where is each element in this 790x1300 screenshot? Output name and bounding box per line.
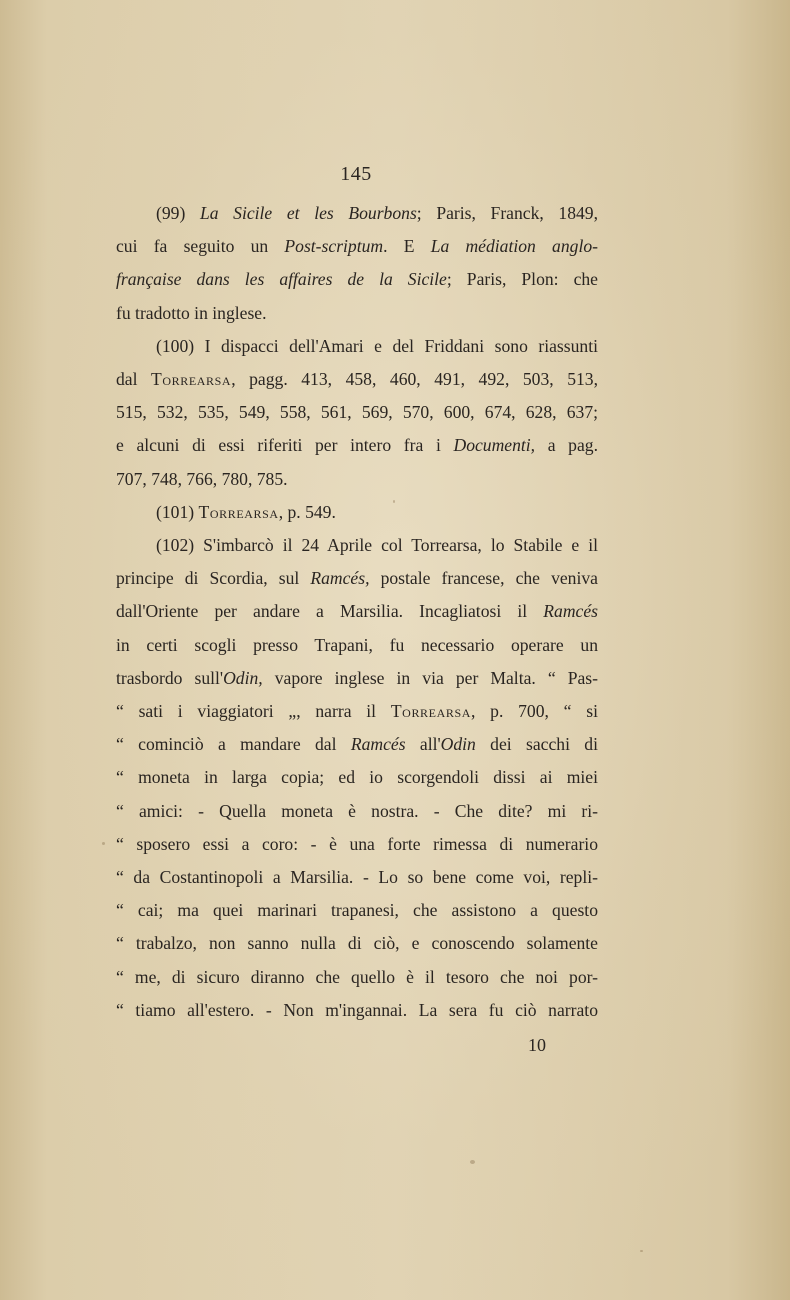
text-span: all': [405, 734, 441, 755]
italic-text: Documenti,: [453, 435, 536, 456]
text-line: [116, 866, 598, 888]
text-span: ; Paris, Plon: che: [446, 269, 598, 290]
text-span: principe di Scordia, sul: [116, 568, 311, 589]
text-line: [116, 567, 598, 589]
text-line: [116, 600, 598, 622]
text-span: “ me, di sicuro diranno che quello è il tesoro che noi por-: [116, 966, 598, 987]
text-span: “ da Costantinopoli a Marsilia. - Lo so bene come voi, repli-: [116, 867, 598, 887]
text-span: fu tradotto in inglese.: [116, 302, 267, 323]
text-span: 707, 748, 766, 780, 785.: [116, 468, 288, 489]
text-line: [116, 932, 598, 954]
signature-mark: 10: [528, 1035, 546, 1055]
text-span: in certi scogli presso Trapani, fu necessario operare un: [116, 634, 598, 655]
text-span: “ amici: - Quella moneta è nostra. - Che dite? mi ri-: [116, 800, 598, 821]
text-span: a pag.: [535, 435, 598, 456]
text-span: “ sati i viaggiatori „, narra il: [116, 701, 391, 721]
text-span: trasbordo sull': [116, 667, 224, 688]
author-name: Torrearsa: [390, 701, 471, 721]
text-span: (102) S'imbarcò il 24 Aprile col Torrearsa, lo Stabile e il: [156, 535, 598, 555]
text-line: [116, 634, 598, 656]
italic-text: La Sicile et les Bourbons: [199, 203, 417, 223]
text-line: [156, 501, 598, 523]
italic-text: Odin,: [223, 667, 263, 688]
text-span: “ sposero essi a coro: - è una forte rimessa di numerario: [116, 833, 598, 854]
text-span: cui fa seguito un: [116, 236, 285, 257]
italic-text: La médiation anglo-: [430, 236, 598, 257]
text-line: [116, 700, 598, 722]
text-span: e alcuni di essi riferiti per intero fra i: [116, 435, 454, 456]
italic-text: française dans les affaires de la Sicile: [116, 269, 447, 290]
text-span: dal: [116, 369, 152, 389]
italic-text: Odin: [440, 734, 476, 755]
text-line: [116, 368, 598, 390]
text-span: 515, 532, 535, 549, 558, 561, 569, 570, 600, 674, 628, 637;: [116, 402, 598, 423]
text-span: , p. 549.: [278, 501, 336, 522]
paper-speck: [102, 842, 105, 845]
text-line: [116, 468, 598, 490]
text-line: [116, 667, 598, 689]
text-span: “ cai; ma quei marinari trapanesi, che assistono a questo: [116, 900, 598, 921]
text-line: [156, 534, 598, 556]
text-span: dall'Oriente per andare a Marsilia. Incagliatosi il: [116, 601, 544, 622]
italic-text: Ramcés,: [310, 568, 370, 589]
text-line: [116, 302, 598, 324]
page-number: 145: [340, 163, 372, 185]
author-name: Torrearsa: [151, 369, 232, 389]
text-line: [116, 766, 598, 788]
italic-text: Post-scriptum: [284, 236, 384, 257]
text-line: [116, 800, 598, 822]
text-span: vapore inglese in via per Malta. “ Pas-: [262, 667, 599, 688]
paper-speck: [640, 1250, 643, 1252]
text-span: “ moneta in larga copia; ed io scorgendoli dissi ai miei: [116, 767, 598, 788]
text-span: . E: [383, 236, 431, 257]
text-span: (100) I dispacci dell'Amari e del Friddani sono riassunti: [156, 335, 598, 356]
text-line: [116, 966, 598, 988]
italic-text: Ramcés: [543, 601, 598, 622]
paper-speck: [470, 1160, 475, 1164]
text-span: (99): [156, 203, 200, 223]
text-span: postale francese, che veniva: [369, 568, 598, 589]
text-line: [116, 733, 598, 755]
text-line: [156, 202, 598, 224]
text-line: [116, 434, 598, 456]
text-span: “ trabalzo, non sanno nulla di ciò, e conoscendo solamente: [116, 933, 598, 954]
text-line: [116, 268, 598, 290]
text-span: “ cominciò a mandare dal: [116, 734, 351, 755]
text-line: [116, 401, 598, 423]
text-line: [116, 833, 598, 855]
text-span: ; Paris, Franck, 1849,: [416, 203, 598, 223]
text-line: [116, 899, 598, 921]
author-name: Torrearsa: [198, 501, 279, 522]
italic-text: Ramcés: [350, 734, 406, 755]
text-span: dei sacchi di: [475, 734, 598, 755]
text-line: [116, 999, 598, 1021]
text-line: [156, 335, 598, 357]
text-line: [116, 235, 598, 257]
text-span: (101): [156, 501, 199, 522]
text-span: , pagg. 413, 458, 460, 491, 492, 503, 513,: [231, 369, 598, 389]
text-span: , p. 700, “ si: [471, 701, 598, 721]
text-span: “ tiamo all'estero. - Non m'ingannai. La sera fu ciò narrato: [116, 999, 598, 1020]
